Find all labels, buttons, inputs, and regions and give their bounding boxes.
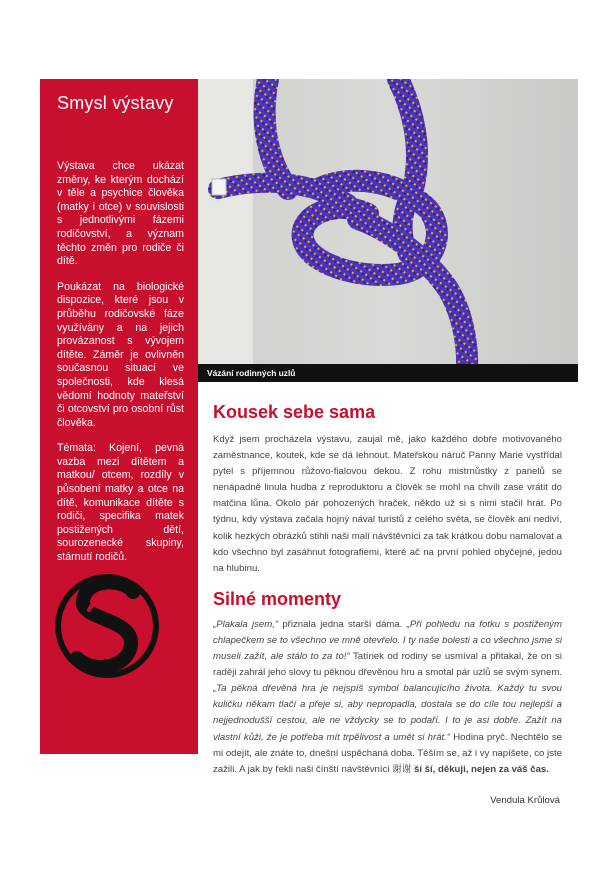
quote-2: „Při pohledu na fotku s postiženým chlapečkem se to všechno ve mně otevřelo. I ty naše bolesti a co všechno jsme si museli zažít, ale stálo to za to!“ [213, 618, 562, 663]
quote-3: „Ta pěkná dřevěná hra je nejspíš symbol balancujícího života. Každý tu svou kuličku někam tlačí a přeje si, aby nepropadla, dostala se do cíle tou nejlepší a nejjednodušší cestou, ale ne vždycky se to podaří. I to je asi dobře. Zažít na vlastní kůži, že je potřeba mít trpělivost a umět si hrát.“ [213, 683, 562, 743]
sidebar-title: Smysl výstavy [57, 93, 174, 113]
photo-caption: Vázání rodinných uzlů [198, 364, 578, 382]
sidebar-panel [40, 79, 198, 754]
section-body-kousek: Když jsem procházela výstavu, zaujal mě, jako každého dobře motivovaného zaměstnance, koutek, kde se dá lehnout. Mateřskou náruč Panny Marie vystřídal pytel s příjemnou růžovo-fialovou dekou. Z rohu mistrnůstky z panelů se nenápadně linula hudba z reproduktoru a člověk se mohl na chvíli zase vrátit do matčina lůna. Okolo pár pohozených hraček, někdo už si s nimi stačil hrát. Po týdnu, kdy výstava začala hojný nával turistů z celého světa, se člověk ani nediví, kolik hezkých obrázků stihli naši malí návštěvníci za tak krátkou dobu namalovat a kdo všechno byl zasáhnut fotografiemi, které ač na první pohled obyčejné, jedou na hlubinu. [213, 434, 562, 574]
text-3: Hodina pryč. Nechtělo se mi odejít, ale znáte to, dnešní uspěchaná doba. Těším se, až i vy napíšete, co jste zažili. A jak by řekli naši čínští návštěvníci [213, 731, 562, 775]
text-1: přiznala jedna starší dáma. [278, 618, 407, 630]
sidebar-paragraph-3: Témata: Kojení, pevná vazba mezi dítětem a matkou/ otcem, rozdíly v působení matky a otce na dítě, komunikace dítěte s rodiči, specifika matek postižených dětí, sourozenecké skupiny, stárnutí rodičů. [57, 442, 184, 564]
s-logo-icon [53, 570, 161, 682]
sidebar-paragraph-1: Výstava chce ukázat změny, ke kterým dochází v těle a psychice člověka (matky i otce) v souvislosti s jednotlivými fázemi rodičovství, a význam těchto změn pro rodiče či dítě. [57, 160, 184, 268]
text-2: Tatínek od rodiny se usmíval a přitakal, že on si raději zahrál jeho slovy tu pěknou dřevěnou hru a smotal pár uzlů se svým synem. [213, 651, 562, 679]
quote-1: „Plakala jsem,“ [213, 618, 279, 630]
section-title-kousek: Kousek sebe sama [213, 402, 376, 422]
article-content [213, 400, 562, 806]
rope-knot-image [198, 79, 578, 382]
closing-text: ší ší, děkuji, nejen za váš čas. [411, 763, 549, 775]
chinese-text: 谢谢 [392, 763, 412, 775]
section-title-silne: Silné momenty [213, 588, 342, 609]
sidebar-paragraph-2: Poukázat na biologické dispozice, které jsou v průběhu rodičovské fáze využívány a na jejich provázanost s vývojem dítěte. Záměr je ovlivněn současnou situací ve společnosti, kde klesá vědomí hodnoty mateřství či otcovství pro osobní růst člověka. [57, 280, 184, 429]
section-body-silne [213, 617, 562, 778]
rope-knot-photo [198, 79, 578, 382]
author-signature: Vendula Krůlová [490, 794, 560, 806]
